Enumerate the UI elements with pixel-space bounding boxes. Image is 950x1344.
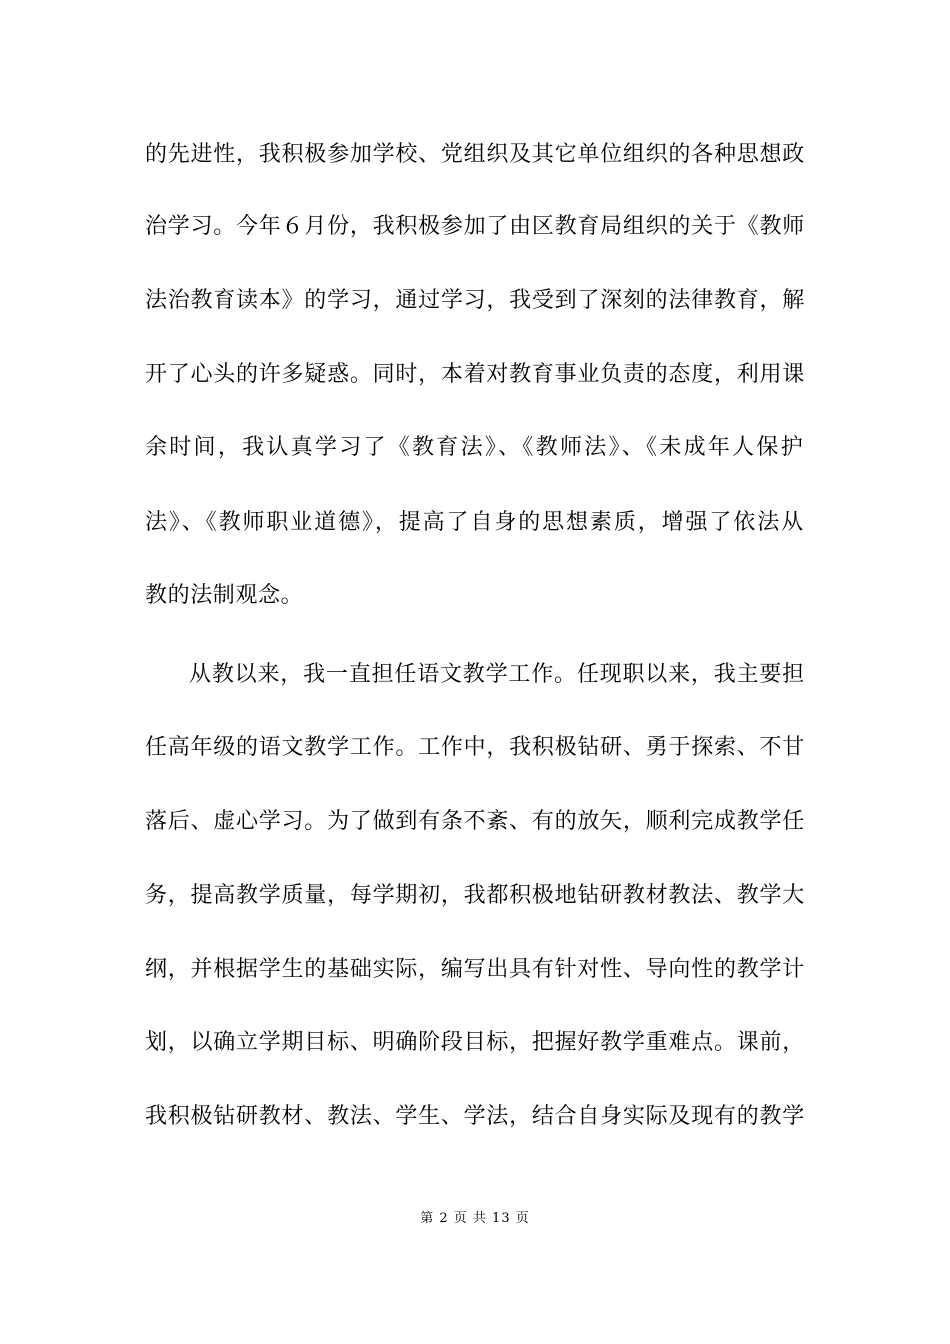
text-line-4: 开了心头的许多疑惑。同时，本着对教育事业负责的态度，利用课: [145, 362, 805, 387]
text-line-7: 教的法制观念。: [145, 583, 304, 608]
page-footer: 第 2 页 共 13 页: [420, 1211, 530, 1226]
text-line-11: 务，提高教学质量，每学期初，我都积极地钻研教材教法、教学大: [145, 883, 805, 908]
text-line-13: 划，以确立学期目标、明确阶段目标，把握好教学重难点。课前，: [145, 1030, 805, 1055]
text-line-5: 余时间，我认真学习了《教育法》、《教师法》、《未成年人保护: [145, 435, 805, 460]
text-line-10: 落后、虚心学习。为了做到有条不紊、有的放矢，顺利完成教学任: [145, 809, 805, 834]
text-line-9: 任高年级的语文教学工作。工作中，我积极钻研、勇于探索、不甘: [145, 735, 805, 760]
text-line-2: 治学习。今年６月份，我积极参加了由区教育局组织的关于《教师: [145, 214, 805, 239]
text-line-3: 法治教育读本》的学习，通过学习，我受到了深刻的法律教育，解: [145, 288, 805, 313]
text-line-12: 纲，并根据学生的基础实际，编写出具有针对性、导向性的教学计: [145, 957, 805, 982]
text-line-14: 我积极钻研教材、教法、学生、学法，结合自身实际及现有的教学: [145, 1104, 805, 1129]
text-line-8: 从教以来，我一直担任语文教学工作。任现职以来，我主要担: [189, 662, 805, 687]
text-line-1: 的先进性，我积极参加学校、党组织及其它单位组织的各种思想政: [145, 142, 805, 167]
text-line-6: 法》、《教师职业道德》，提高了自身的思想素质，增强了依法从: [145, 510, 805, 535]
